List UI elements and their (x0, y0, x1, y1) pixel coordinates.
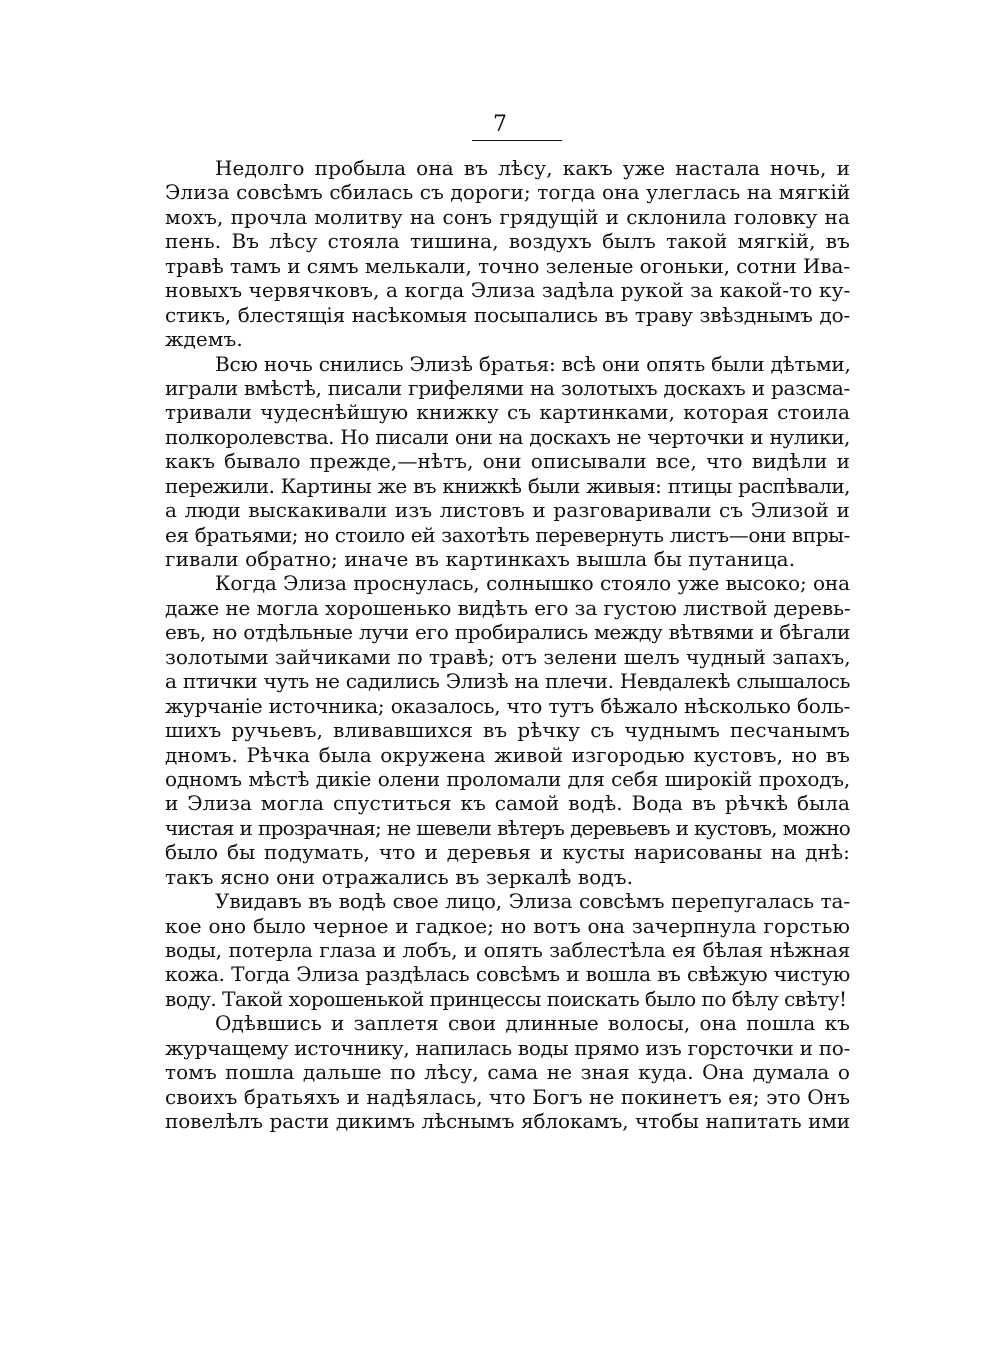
text-line: шихъ ручьевъ, вливавшихся въ рѣчку съ чуднымъ песчанымъ (165, 718, 850, 743)
text-line: какъ бывало прежде,—нѣтъ, они описывали все, что видѣли и (165, 449, 850, 474)
text-line: такъ ясно они отражались въ зеркалѣ водъ. (165, 864, 634, 889)
text-line: стикъ, блестящiя насѣкомыя посыпались въ траву звѣзднымъ до- (165, 302, 850, 327)
text-line: воду. Такой хорошенькой принцессы поискать было по бѣлу свѣту! (165, 986, 847, 1011)
text-line: мохъ, прочла молитву на сонъ грядущiй и склонила головку на (165, 204, 850, 229)
text-line: дномъ. Рѣчка была окружена живой изгородью кустовъ, но въ (165, 742, 850, 767)
text-line: воды, потерла глаза и лобъ, и опять заблестѣла ея бѣлая нѣжная (165, 938, 850, 962)
text-line: Элиза совсѣмъ сбилась съ дороги; тогда она улеглась на мягкiй (165, 180, 851, 205)
text-line: полкоролевства. Но писали они на доскахъ не черточки и нулики, (165, 424, 850, 449)
text-line: ждемъ. (165, 327, 243, 352)
text-line: чистая и прозрачная; не шевели вѣтеръ деревьевъ и кустовъ, можно (165, 815, 850, 840)
text-line: евъ, но отдѣльные лучи его пробирались между вѣтвями и бѣгали (165, 620, 850, 645)
text-line: журчащему источнику, напилась воды прямо изъ горсточки и по- (165, 1035, 850, 1060)
text-line: играли вмѣстѣ, писали грифелями на золотыхъ доскахъ и разсма- (165, 375, 850, 400)
text-line: пень. Въ лѣсу стояла тишина, воздухъ былъ такой мягкiй, въ (165, 229, 850, 254)
text-line: Одѣвшись и заплетя свои длинные волосы, она пошла къ (215, 1011, 850, 1036)
text-line: Когда Элиза проснулась, солнышко стояло уже высоко; она (215, 571, 850, 596)
page-number: 7 (493, 112, 507, 137)
text-line: кожа. Тогда Элиза раздѣлась совсѣмъ и вошла въ свѣжую чистую (165, 962, 850, 987)
text-line: кое оно было черное и гадкое; но вотъ она зачерпнула горстью (165, 913, 850, 938)
text-line: томъ пошла дальше по лѣсу, сама не зная куда. Она думала о (165, 1060, 850, 1085)
text-line: даже не могла хорошенько видѣть его за густою листвой деревь- (165, 595, 851, 620)
text-line: было бы подумать, что и деревья и кусты нарисованы на днѣ: (165, 840, 850, 865)
text-line: новыхъ червячковъ, а когда Элиза задѣла рукой за какой-то ку- (165, 278, 851, 303)
text-line: журчанiе источника; оказалось, что тутъ бѣжало нѣсколько боль- (165, 693, 850, 718)
text-line: пережили. Картины же въ книжкѣ были живыя: птицы распѣвали, (165, 473, 850, 498)
text-line: своихъ братьяхъ и надѣялась, что Богъ не покинетъ ея; это Онъ (165, 1084, 851, 1109)
text-line: Увидавъ въ водѣ свое лицо, Элиза совсѣмъ перепугалась та- (215, 889, 850, 914)
body-text (165, 156, 850, 1134)
text-line: Недолго пробыла она въ лѣсу, какъ уже настала ночь, и (215, 156, 850, 180)
text-line: одномъ мѣстѣ дикiе олени проломали для себя широкiй проходъ, (165, 766, 850, 791)
text-line: ея братьями; но стоило ей захотѣть перевернуть листъ—они впры- (165, 522, 850, 547)
text-line: гивали обратно; иначе въ картинкахъ вышла бы путаница. (165, 547, 796, 571)
text-line: золотыми зайчиками по травѣ; отъ зелени шелъ чудный запахъ, (165, 644, 851, 669)
text-line: Всю ночь снились Элизѣ братья: всѣ они опять были дѣтьми, (215, 351, 851, 376)
text-line: тривали чудеснѣйшую книжку съ картинками, которая стоила (165, 400, 850, 425)
text-line: а люди выскакивали изъ листовъ и разговаривали съ Элизой и (165, 498, 850, 523)
text-line: повелѣлъ расти дикимъ лѣснымъ яблокамъ, чтобы напитать ими (165, 1109, 850, 1134)
text-line: и Элиза могла спуститься къ самой водѣ. Вода въ рѣчкѣ была (165, 791, 850, 816)
page-number-rule (472, 140, 562, 141)
text-line: травѣ тамъ и сямъ мелькали, точно зеленые огоньки, сотни Ива- (165, 253, 850, 278)
text-line: а птички чуть не садились Элизѣ на плечи. Невдалекѣ слышалось (165, 669, 850, 694)
